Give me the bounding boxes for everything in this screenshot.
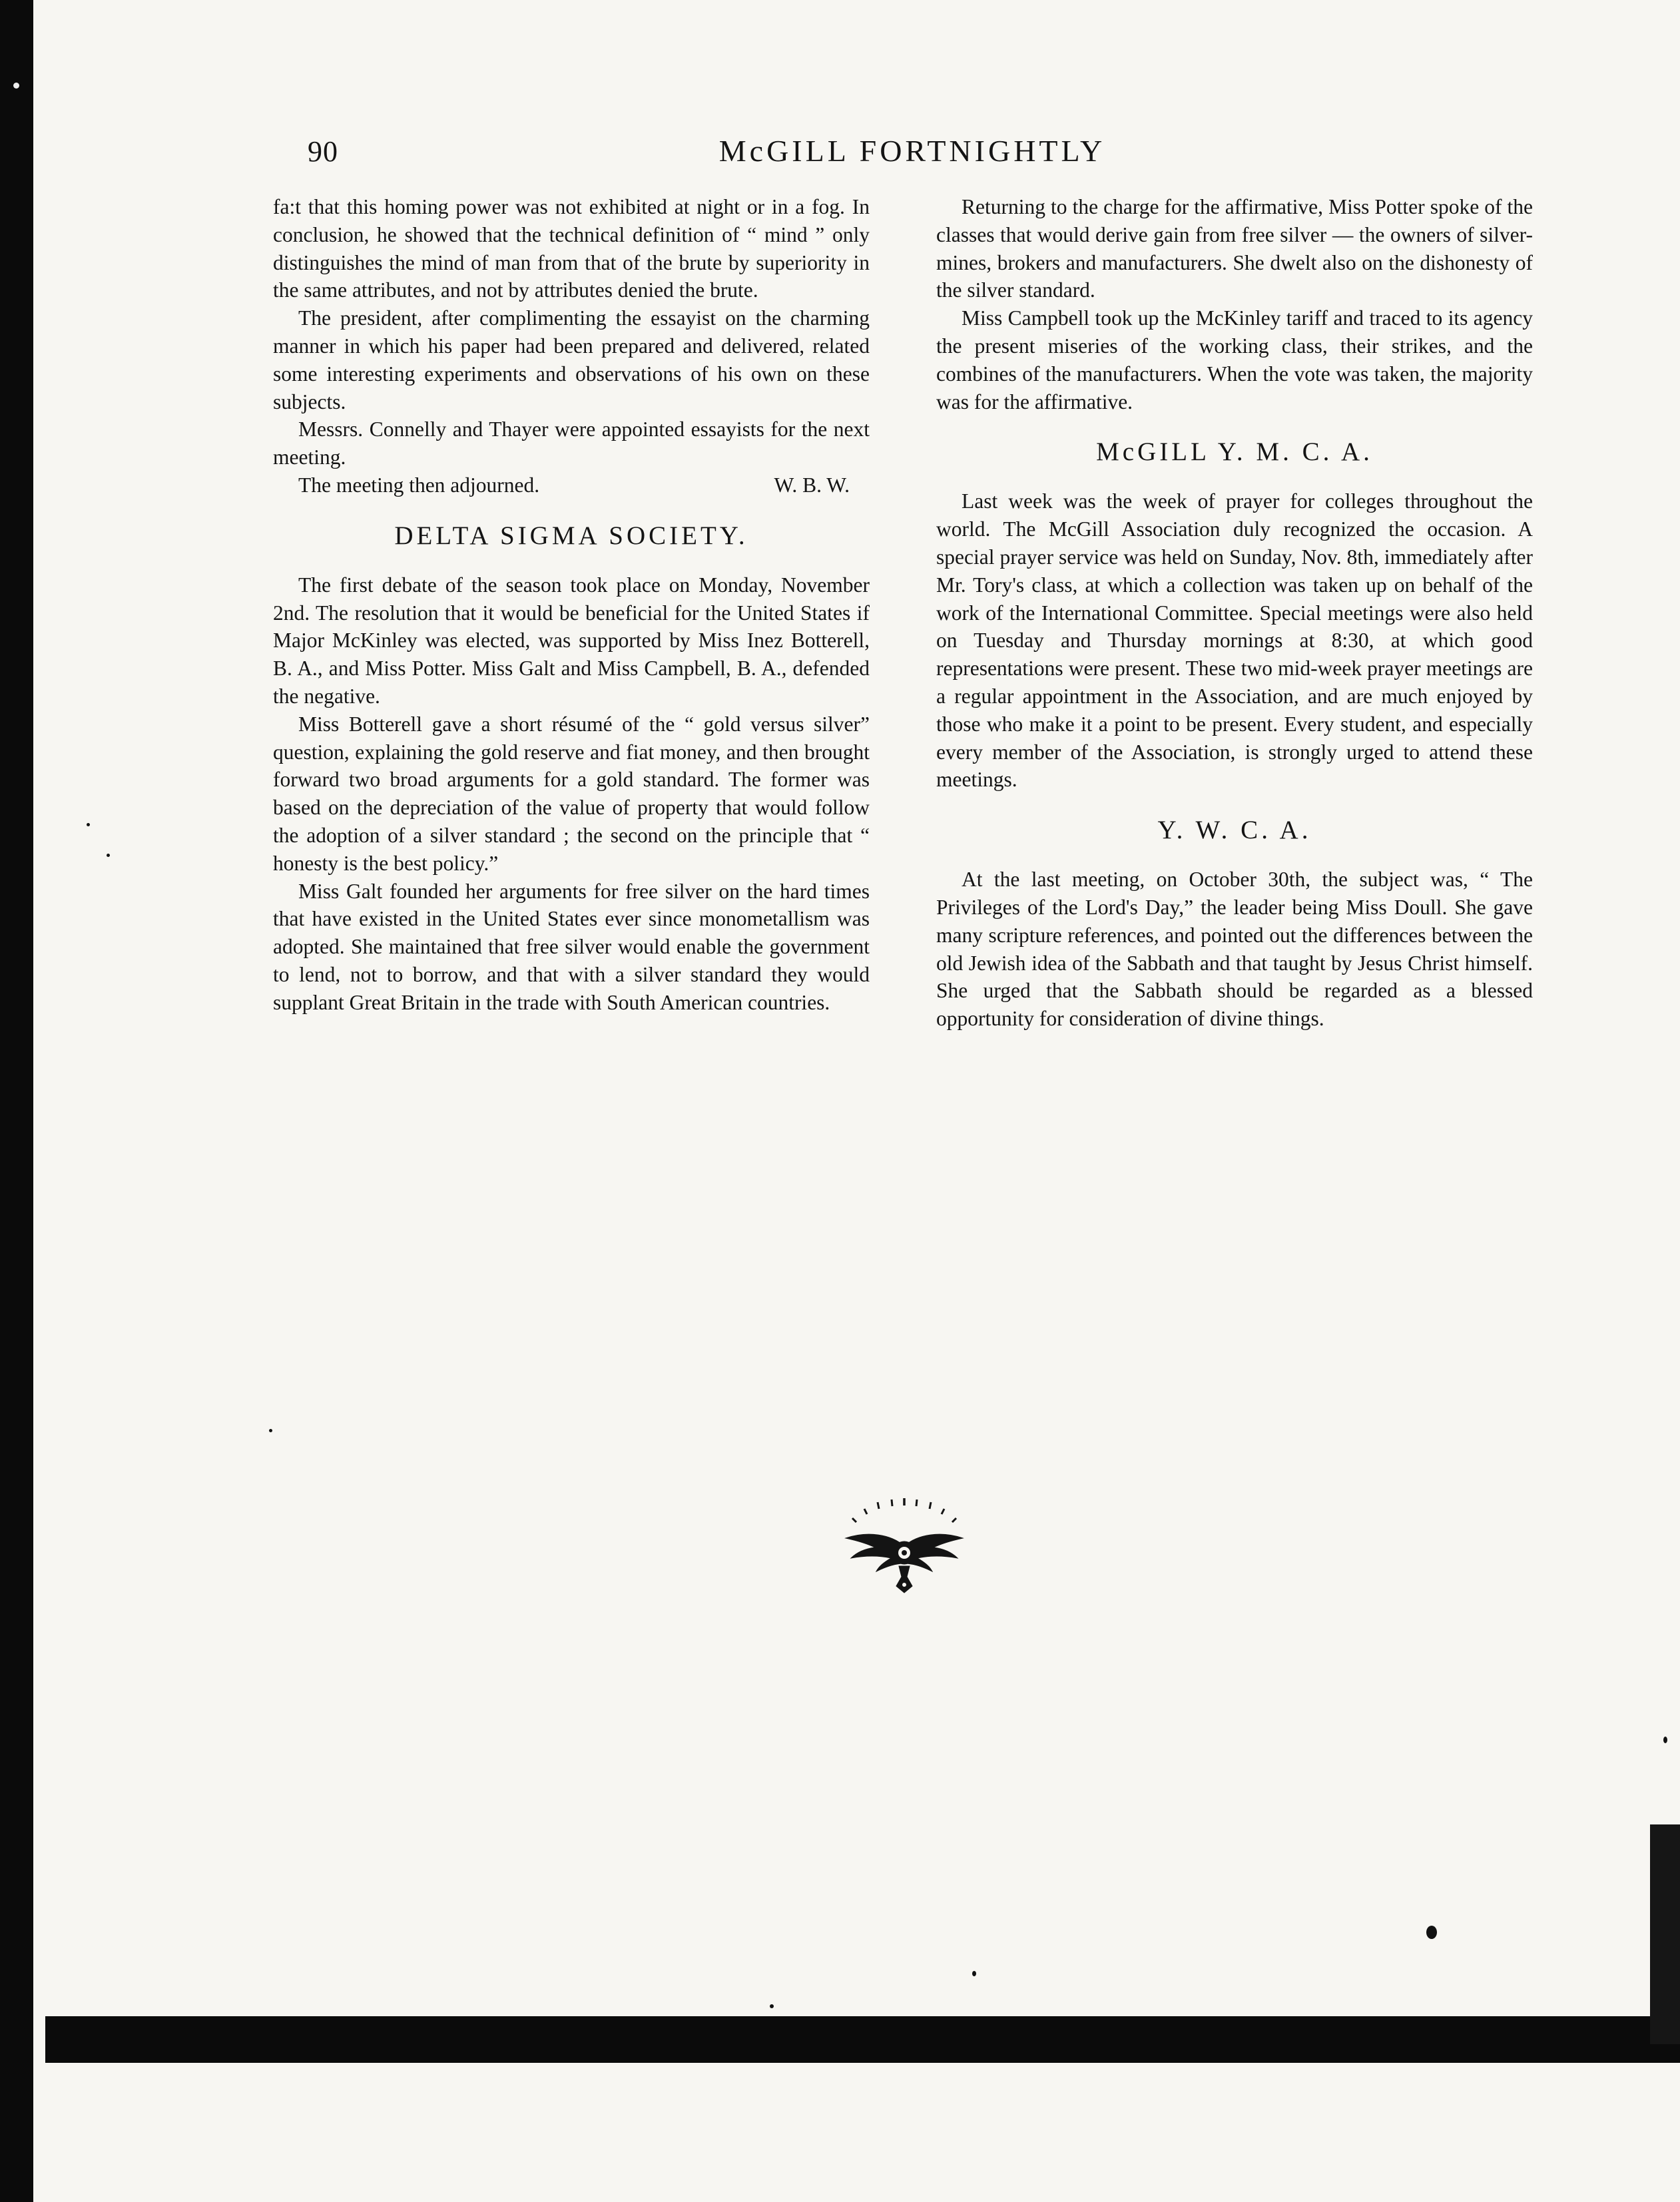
winged-emblem-icon bbox=[838, 1494, 971, 1607]
scan-edge-right bbox=[1650, 1824, 1680, 2044]
paragraph: The first debate of the season took place on Monday, November 2nd. The resolution that it would be beneficial for the United States if Major McKinley was elected, was supported by Miss Inez Botterell, B. A., and Miss Potter. Miss Galt and Miss Campbell, B. A., defended the negative. bbox=[273, 573, 870, 708]
scan-speck bbox=[13, 83, 19, 89]
paragraph: Messrs. Connelly and Thayer were appointed essayists for the next meeting. bbox=[273, 417, 870, 469]
paragraph: Last week was the week of prayer for colleges throughout the world. The McGill Association duly recognized the occasion. A special prayer service was held on Sunday, Nov. 8th, immediately after Mr. Tory's class, at which a collection was taken up on behalf of the work of the International Committee. Special meetings were also held on Tuesday and Thursday mornings at 8:30, at which good representations were present. These two mid-week prayer meetings are a regular appointment in the Association, and are much enjoyed by those who make it a point to be present. Every student, and especially every member of the Association, is strongly urged to attend these meetings. bbox=[936, 489, 1533, 792]
scan-speck bbox=[1663, 1737, 1667, 1743]
scan-speck bbox=[770, 2004, 774, 2008]
right-column bbox=[936, 193, 1533, 1033]
scan-speck bbox=[107, 854, 110, 857]
section-heading-ymca: McGILL Y. M. C. A. bbox=[1096, 437, 1373, 467]
left-column bbox=[273, 193, 870, 1017]
signature-initials: W. B. W. bbox=[774, 473, 850, 497]
paragraph: Miss Campbell took up the McKinley tariff and traced to its agency the present miseries of the working class, their strikes, and the combines of the manufacturers. When the vote was taken, the majority was for the affirmative. bbox=[936, 306, 1533, 413]
paragraph: The president, after complimenting the essayist on the charming manner in which his paper had been prepared and delivered, related some interesting experiments and observations of his own on these subjects. bbox=[273, 306, 870, 413]
section-heading-ywca: Y. W. C. A. bbox=[1157, 816, 1312, 845]
running-title: McGILL FORTNIGHTLY bbox=[718, 134, 1106, 168]
scan-border-bottom bbox=[45, 2016, 1680, 2063]
scan-speck bbox=[87, 823, 90, 826]
scan-border-left bbox=[0, 0, 33, 2202]
paragraph: Miss Galt founded her arguments for free silver on the hard times that have existed in the United States ever since monometallism was adopted. She maintained that free silver would enable the government to lend, not to borrow, and that with a silver standard they would supplant Great Britain in the trade with South American countries. bbox=[273, 879, 870, 1014]
scan-speck bbox=[972, 1971, 976, 1976]
scan-speck bbox=[1426, 1926, 1437, 1939]
page-number: 90 bbox=[308, 135, 338, 168]
closing-line bbox=[273, 471, 870, 499]
paragraph: Returning to the charge for the affirmative, Miss Potter spoke of the classes that would derive gain from free silver — the owners of silver-mines, brokers and manufacturers. She dwelt also on the dishonesty of the silver standard. bbox=[936, 195, 1533, 302]
scan-speck bbox=[269, 1429, 272, 1432]
paragraph: Miss Botterell gave a short résumé of the “ gold versus silver” question, explaining the gold reserve and fiat money, and then brought forward two broad arguments for a gold standard. The former was based on the depreciation of the value of property that would follow the adoption of a silver standard ; the second on the principle that “ honesty is the best policy.” bbox=[273, 712, 870, 875]
paragraph: At the last meeting, on October 30th, the subject was, “ The Privileges of the Lord's Day,” the leader being Miss Doull. She gave many scripture references, and pointed out the differences between the old Jewish idea of the Sabbath and that taught by Jesus Christ himself. She urged that the Sabbath should be regarded as a blessed opportunity for consideration of divine things. bbox=[936, 868, 1533, 1031]
paragraph: fa:t that this homing power was not exhibited at night or in a fog. In conclusion, he showed that the technical definition of “ mind ” only distinguishes the mind of man from that of the brute by superiority in the same attributes, and not by attributes denied the brute. bbox=[273, 195, 870, 302]
closing-text: The meeting then adjourned. bbox=[298, 473, 540, 497]
section-heading-delta-sigma: DELTA SIGMA SOCIETY. bbox=[394, 521, 748, 550]
